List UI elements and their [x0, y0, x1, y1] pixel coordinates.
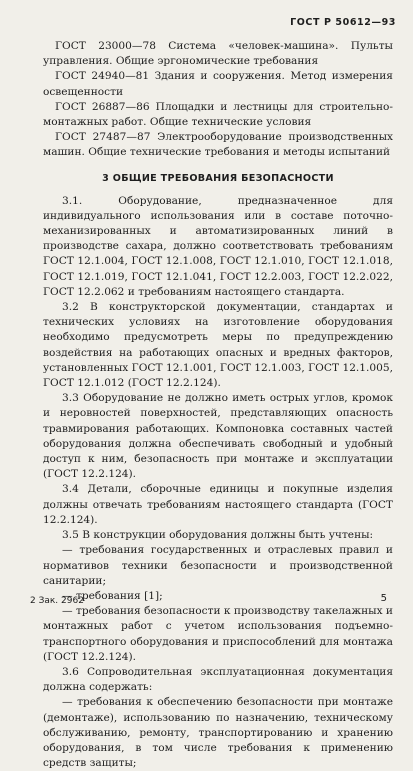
list-item: — требования к обеспечению безопасности при монтаже (демонтаже), использованию по назначению, техническому обслуживанию, ремонту, транспортированию и хранению оборудования, в том числе требования к применению средств защиты; [43, 696, 393, 770]
paragraph-3-5: 3.5 В конструкции оборудования должны быть учтены: [62, 529, 374, 542]
paragraph-3-4: 3.4 Детали, сборочные единицы и покупные изделия должны отвечать требованиям настоящего стандарта (ГОСТ 12.2.124). [43, 483, 393, 526]
reference-item: ГОСТ 26887—86 Площадки и лестницы для строительно-монтажных работ. Общие технические условия [43, 100, 393, 129]
paragraph-3-1: 3.1. Оборудование, предназначенное для индивидуального использования или в составе поточно-механизированных и автоматизированных линий в производстве сахара, должно соответствовать требованиям ГОСТ 12.1.004, ГОСТ 12.1.008, ГОСТ 12.1.010, ГОСТ 12.1.018, ГОСТ 12.1.019, ГОСТ 12.1.041, ГОСТ 12.2.003, ГОСТ 12.2.022, ГОСТ 12.2.062 и требованиям настоящего стандарта. [43, 194, 393, 298]
reference-item: ГОСТ 27487—87 Электрооборудование производственных машин. Общие технические требования и методы испытаний [43, 131, 393, 159]
list-item: — требования государственных и отраслевых правил и нормативов техники безопасности и производственной санитарии; [43, 544, 393, 587]
document-content [43, 39, 393, 771]
reference-item: ГОСТ 23000—78 Система «человек-машина». Пульты управления. Общие эргономические требования [43, 40, 393, 68]
section-body [43, 194, 393, 771]
paragraph-3-3: 3.3 Оборудование не должно иметь острых углов, кромок и неровностей поверхностей, представляющих опасность травмирования работающих. Компоновка составных частей оборудования должна обеспечивать свободный и удобный доступ к ним, безопасность при монтаже и эксплуатации (ГОСТ 12.2.124). [43, 392, 393, 481]
standard-code-header: ГОСТ Р 50612—93 [290, 17, 396, 28]
reference-item: ГОСТ 24940—81 Здания и сооружения. Метод измерения освещенности [43, 70, 393, 98]
list-item: — требования безопасности к производству такелажных и монтажных работ с учетом использования подъемно-транспортного оборудования и приспособлений для монтажа (ГОСТ 12.2.124). [43, 605, 393, 663]
section-heading: 3 ОБЩИЕ ТРЕБОВАНИЯ БЕЗОПАСНОСТИ [102, 172, 334, 184]
normative-references-list [43, 39, 393, 161]
list-item: — требования [1]; [62, 589, 163, 602]
paragraph-3-2: 3.2 В конструкторской документации, стандартах и технических условиях на изготовление оборудования необходимо предусмотреть меры по предупреждению воздействия на работающих опасных и вредных факторов, установленных ГОСТ 12.1.001, ГОСТ 12.1.003, ГОСТ 12.1.005, ГОСТ 12.1.012 (ГОСТ 12.2.124). [43, 301, 393, 390]
print-order-note: 2 Зак. 2962 [30, 596, 84, 606]
page-number: 5 [380, 593, 387, 604]
paragraph-3-6: 3.6 Сопроводительная эксплуатационная документация должна содержать: [43, 665, 393, 694]
